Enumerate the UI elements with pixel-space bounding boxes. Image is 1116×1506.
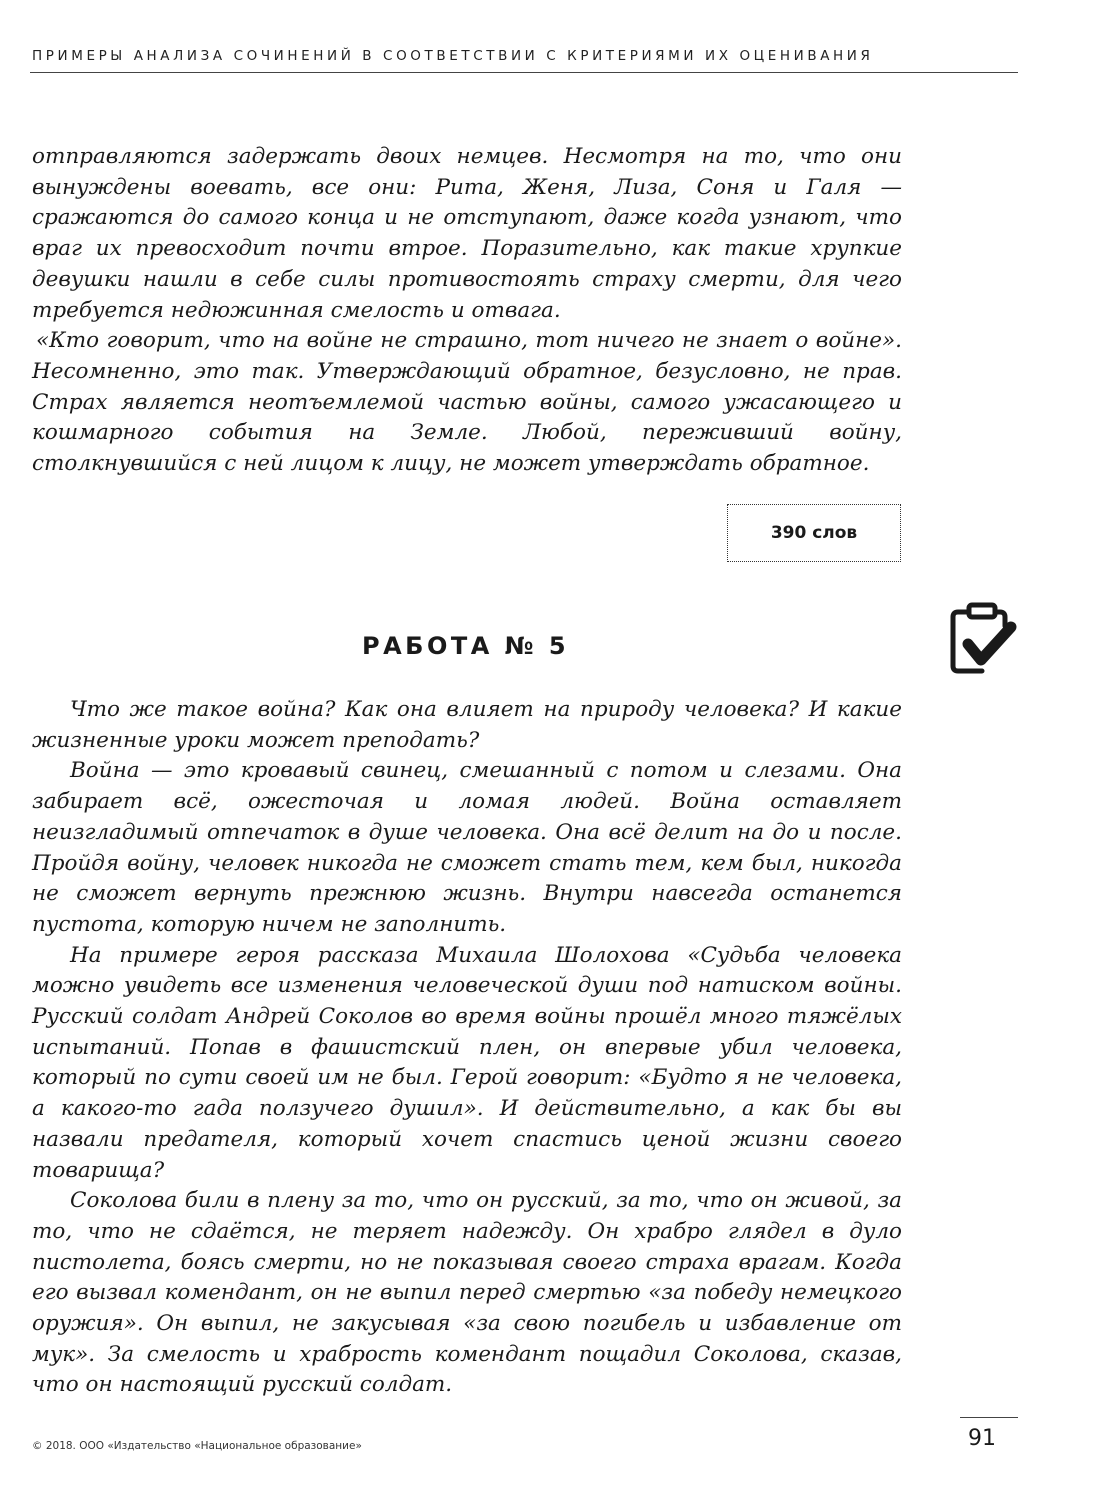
essay-work-5 — [32, 695, 902, 1401]
paragraph: На примере героя рассказа Михаила Шолохова «Судьба человека можно увидеть все изменения человеческой души под натиском войны. Русский солдат Андрей Соколов во время войны прошёл много тяжёлых испытаний. Попав в фашистский плен, он впервые убил человека, который по сути своей им не был. Герой говорит: «Будто я не человека, а какого-то гада ползучего душил». И действительно, а как бы вы назвали предателя, который хочет спастись ценой жизни своего товарища? — [32, 942, 902, 1183]
copyright: © 2018. ООО «Издательство «Национальное образование» — [32, 1440, 362, 1452]
previous-essay-ending — [32, 142, 902, 480]
page-number: 91 — [968, 1426, 996, 1451]
section-title: РАБОТА № 5 — [362, 632, 570, 660]
footer-rule — [960, 1417, 1018, 1418]
paragraph: Что же такое война? Как она влияет на природу человека? И какие жизненные уроки может преподать? — [32, 697, 902, 753]
header-rule — [30, 72, 1018, 73]
word-count-label: 390 слов — [770, 523, 858, 543]
word-count-box — [727, 504, 901, 562]
clipboard-check-icon — [948, 600, 1018, 674]
paragraph: Война — это кровавый свинец, смешанный с потом и слезами. Она забирает всё, ожесточая и ломая людей. Война оставляет неизгладимый отпечаток в душе человека. Она всё делит на до и после. Пройдя войну, человек никогда не сможет стать тем, кем был, никогда не сможет вернуть прежнюю жизнь. Внутри навсегда останется пустота, которую ничем не заполнить. — [32, 758, 902, 937]
paragraph: отправляются задержать двоих немцев. Несмотря на то, что они вынуждены воевать, все они: Рита, Женя, Лиза, Соня и Галя — сражаются до самого конца и не отступают, даже когда узнают, что враг их превосходит почти втрое. Поразительно, как такие хрупкие девушки нашли в себе силы противостоять страху смерти, для чего требуется недюжинная смелость и отвага. — [32, 144, 902, 323]
paragraph: Соколова били в плену за то, что он русский, за то, что он живой, за то, что не сдаётся, не теряет надежду. Он храбро глядел в дуло пистолета, боясь смерти, но не показывая своего страха врагам. Когда его вызвал комендант, он не выпил перед смертью «за победу немецкого оружия». Он выпил, не закусывая «за свою погибель и избавление от мук». За смелость и храбрость комендант пощадил Соколова, сказав, что он настоящий русский солдат. — [32, 1188, 902, 1398]
running-head: ПРИМЕРЫ АНАЛИЗА СОЧИНЕНИЙ В СООТВЕТСТВИИ С КРИТЕРИЯМИ ИХ ОЦЕНИВАНИЯ — [32, 48, 874, 64]
paragraph: «Кто говорит, что на войне не страшно, тот ничего не знает о войне». Несомненно, это так. Утверждающий обратное, безусловно, не прав. Страх является неотъемлемой частью войны, самого ужасающего и кошмарного события на Земле. Любой, переживший войну, столкнувшийся с ней лицом к лицу, не может утверждать обратное. — [32, 328, 902, 477]
